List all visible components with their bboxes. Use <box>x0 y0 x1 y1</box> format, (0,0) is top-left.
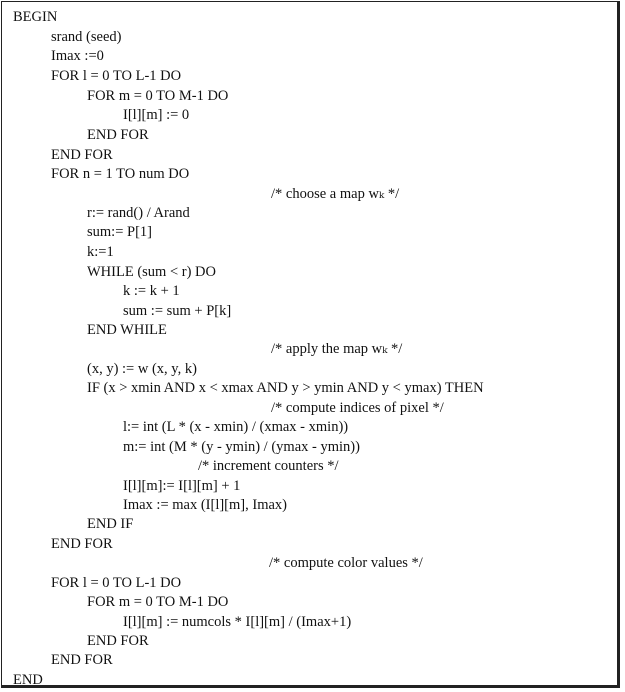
code-line: BEGIN <box>13 9 58 25</box>
code-line: END FOR <box>51 536 113 552</box>
code-line: IF (x > xmin AND x < xmax AND y > ymin AND y < ymax) THEN <box>87 380 484 396</box>
code-line: FOR l = 0 TO L-1 DO <box>51 68 182 84</box>
code-line: END <box>13 672 43 688</box>
code-line: r:= rand() / Arand <box>87 205 190 221</box>
code-comment: /* choose a map wₖ */ <box>271 186 400 202</box>
code-line: l:= int (L * (x - xmin) / (xmax - xmin)) <box>123 419 349 435</box>
code-line: k := k + 1 <box>123 283 180 299</box>
code-line: m:= int (M * (y - ymin) / (ymax - ymin)) <box>123 439 360 455</box>
code-line: FOR l = 0 TO L-1 DO <box>51 575 182 591</box>
code-line: srand (seed) <box>51 29 122 45</box>
code-comment: /* compute indices of pixel */ <box>271 400 444 416</box>
code-line: sum:= P[1] <box>87 224 152 240</box>
code-line: (x, y) := w (x, y, k) <box>87 361 197 377</box>
code-line: Imax :=0 <box>51 48 104 64</box>
code-line: sum := sum + P[k] <box>123 303 232 319</box>
code-line: END FOR <box>87 127 149 143</box>
code-line: I[l][m] := numcols * I[l][m] / (Imax+1) <box>123 614 352 630</box>
code-line: END FOR <box>51 652 113 668</box>
code-line: FOR m = 0 TO M-1 DO <box>87 594 229 610</box>
code-line: END IF <box>87 516 134 532</box>
code-comment: /* apply the map wₖ */ <box>271 341 403 357</box>
code-line: FOR n = 1 TO num DO <box>51 166 190 182</box>
pseudocode-box <box>1 1 620 688</box>
code-line: WHILE (sum < r) DO <box>87 264 216 280</box>
code-line: END FOR <box>51 147 113 163</box>
code-line: k:=1 <box>87 244 114 260</box>
code-line: I[l][m] := 0 <box>123 107 190 123</box>
code-line: END FOR <box>87 633 149 649</box>
code-comment: /* increment counters */ <box>198 458 339 474</box>
code-comment: /* compute color values */ <box>269 555 423 571</box>
code-line: FOR m = 0 TO M-1 DO <box>87 88 229 104</box>
code-line: END WHILE <box>87 322 167 338</box>
code-line: Imax := max (I[l][m], Imax) <box>123 497 287 513</box>
code-line: I[l][m]:= I[l][m] + 1 <box>123 478 241 494</box>
